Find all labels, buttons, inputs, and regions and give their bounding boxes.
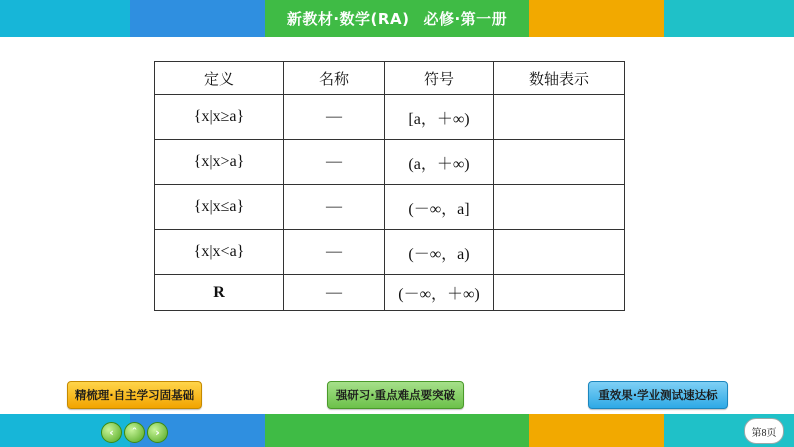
cell-symbol: (－∞，a] (385, 185, 494, 230)
table-row (155, 230, 625, 275)
cell-number-line (494, 185, 625, 230)
col-header-symbol: 符号 (385, 62, 494, 95)
col-header-number-line: 数轴表示 (494, 62, 625, 95)
cell-number-line (494, 140, 625, 185)
cell-symbol: (a，＋∞) (385, 140, 494, 185)
up-arrow-icon[interactable]: ˆ (124, 422, 145, 443)
nav-button-study[interactable]: 强研习·重点难点要突破 (327, 381, 464, 409)
cell-symbol: [a，＋∞) (385, 95, 494, 140)
col-header-definition: 定义 (155, 62, 284, 95)
cell-definition: {x|x>a} (155, 140, 284, 185)
interval-table (154, 61, 625, 311)
left-arrow-icon[interactable]: ‹ (101, 422, 122, 443)
cell-symbol: (－∞，＋∞) (385, 275, 494, 311)
footer-segment (265, 414, 529, 447)
right-arrow-icon[interactable]: › (147, 422, 168, 443)
nav-button-review[interactable]: 精梳理·自主学习固基础 (67, 381, 202, 409)
table-row (155, 275, 625, 311)
cell-number-line (494, 95, 625, 140)
header-title (0, 0, 794, 37)
cell-definition: {x|x≥a} (155, 95, 284, 140)
cell-name: — (284, 230, 385, 275)
cell-number-line (494, 230, 625, 275)
table-row (155, 140, 625, 185)
page-number-badge: 第8页 (744, 418, 784, 444)
cell-definition: {x|x≤a} (155, 185, 284, 230)
nav-button-test[interactable]: 重效果·学业测试速达标 (588, 381, 728, 409)
header-title-left: 新教材·数学(RA) (286, 10, 410, 28)
cell-name: — (284, 140, 385, 185)
header-title-right: 必修·第一册 (423, 10, 508, 28)
cell-name: — (284, 185, 385, 230)
cell-number-line (494, 275, 625, 311)
table-header-row (155, 62, 625, 95)
col-header-name: 名称 (284, 62, 385, 95)
cell-symbol: (－∞，a) (385, 230, 494, 275)
cell-definition: R (155, 275, 284, 311)
cell-definition: {x|x<a} (155, 230, 284, 275)
table-row (155, 185, 625, 230)
cell-name: — (284, 275, 385, 311)
cell-name: — (284, 95, 385, 140)
table-row (155, 95, 625, 140)
top-header-band (0, 0, 794, 37)
footer-segment (529, 414, 664, 447)
